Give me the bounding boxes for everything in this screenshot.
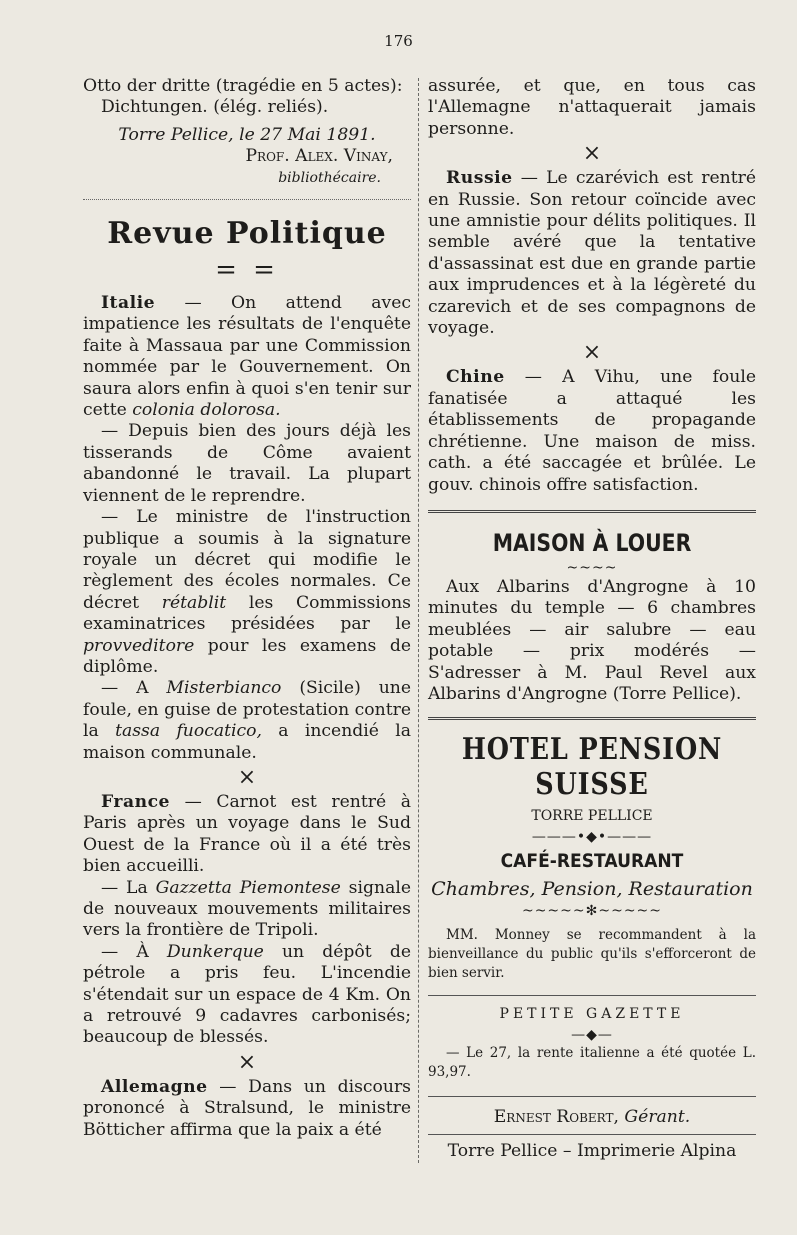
gazette-title: PETITE GAZETTE: [499, 1005, 685, 1022]
italie-paragraph-4: — A Misterbianco (Sicile) une foule, en guise de protestation contre la tassa fuocatico, a incendié la maison communale.: [83, 678, 412, 763]
separator-cross-icon: ×: [237, 764, 257, 790]
title-divider: = =: [215, 255, 279, 286]
chine-heading: Chine: [446, 367, 505, 388]
gerant-title: Gérant.: [624, 1106, 691, 1127]
section-rule: [83, 199, 411, 200]
maison-title: MAISON À LOUER: [492, 528, 692, 557]
italie-paragraph-3: — Le ministre de l'instruction publique a soumis à la signature royale un décret qui modifie le règlement des écoles normales. Ce décret rétablit les Commissions examinatrices présidées par le provveditore pour les examens de diplôme.: [83, 507, 411, 677]
italie-paragraph-2: — Depuis bien des jours déjà les tisserands de Côme avaient abandonné le travail. La plupart viennent de le reprendre.: [83, 421, 411, 506]
ad-rule: [428, 717, 756, 720]
signature-title: bibliothécaire.: [278, 169, 381, 186]
gerant-name: Ernest Robert,: [493, 1106, 619, 1127]
maison-ornament: ~~~~: [566, 559, 618, 576]
italie-paragraph: Italie — On attend avec impatience les résultats de l'enquête faite à Massaua par une Commission nommée par le Gouvernement. On saura alors enfin à quoi s'en tenir sur cette colonia dolorosa.: [83, 293, 411, 421]
dateline: Torre Pellice, le 27 Mai 1891.: [118, 124, 376, 145]
section-title: Revue Politique: [107, 216, 387, 252]
france-paragraph-3: — À Dunkerque un dépôt de pétrole a pris feu. L'incendie s'étendait sur un espace de 4 Km. On a retrouvé 9 cadavres carbonisés; beaucoup de blessés.: [83, 941, 411, 1048]
maison-text: Aux Albarins d'Angrogne à 10 minutes du temple — 6 chambres meublées — air salubre — eau potable — prix modérés — S'adresser à M. Paul Revel aux Albarins d'Angrogne (Torre Pellice).: [428, 576, 756, 704]
ad-rule: [428, 995, 756, 996]
chine-paragraph: Chine — A Vihu, une foule fanatisée a attaqué les établissements de propagande chrétienne. Une maison de miss. cath. a été saccagée et brûlée. Le gouv. chinois offre satisfaction.: [428, 367, 756, 495]
cafe-title: CAFÉ-RESTAURANT: [500, 849, 684, 872]
left-column: [83, 76, 411, 1141]
france-heading: France: [101, 791, 170, 812]
separator-cross-icon: ×: [582, 340, 602, 366]
france-paragraph-2: — La Gazzetta Piemontese signale de nouveaux mouvements militaires vers la frontière de Tripoli.: [83, 877, 411, 941]
intro-line-1: Otto der dritte (tragédie en 5 actes):: [83, 76, 403, 96]
hotel-ornament: ———•◆•———: [531, 828, 653, 845]
cafe-subtitle: Chambres, Pension, Restauration: [431, 877, 753, 900]
ad-rule: [428, 510, 756, 513]
russie-paragraph: Russie — Le czarévich est rentré en Russie. Son retour coïncide avec une amnistie pour délits politiques. Il semble avéré que la tentative d'assassinat est due en grande partie aux imprudences et à la légèreté du czarevich et de ses compagnons de voyage.: [428, 168, 756, 339]
gerant-line: [428, 1107, 756, 1128]
italie-heading: Italie: [101, 293, 156, 314]
intro-line-2: Dichtungen. (élég. reliés).: [101, 97, 329, 118]
page-number: 176: [384, 32, 413, 50]
gazette-text: — Le 27, la rente italienne a été quotée L. 93,97.: [428, 1044, 756, 1080]
hotel-title: HOTEL PENSION SUISSE: [461, 732, 723, 803]
allemagne-continued: assurée, et que, en tous cas l'Allemagne n'attaquerait jamais personne.: [428, 76, 756, 139]
hotel-place: TORRE PELLICE: [531, 808, 653, 825]
printer-line: Torre Pellice – Imprimerie Alpina: [447, 1141, 737, 1162]
footer-rule: [428, 1134, 756, 1135]
cafe-ornament: ~~~~~✻~~~~~: [521, 902, 663, 919]
gazette-ornament: —◆—: [571, 1026, 613, 1043]
monney-text: MM. Monney se recommandent à la bienveillance du public qu'ils s'efforceront de bien servir.: [428, 926, 756, 981]
france-paragraph: France — Carnot est rentré à Paris après un voyage dans le Sud Ouest de la France où il a été très bien accueilli.: [83, 791, 411, 877]
column-divider: [418, 78, 419, 1163]
separator-cross-icon: ×: [582, 141, 602, 167]
russie-heading: Russie: [446, 168, 513, 189]
footer-rule: [428, 1096, 756, 1097]
allemagne-paragraph: Allemagne — Dans un discours prononcé à Stralsund, le ministre Bötticher affirma que la paix a été: [83, 1076, 411, 1140]
signature-name: Prof. Alex. Vinay,: [245, 146, 393, 167]
separator-cross-icon: ×: [237, 1049, 257, 1075]
allemagne-heading: Allemagne: [101, 1076, 208, 1097]
right-column: [428, 76, 756, 1163]
